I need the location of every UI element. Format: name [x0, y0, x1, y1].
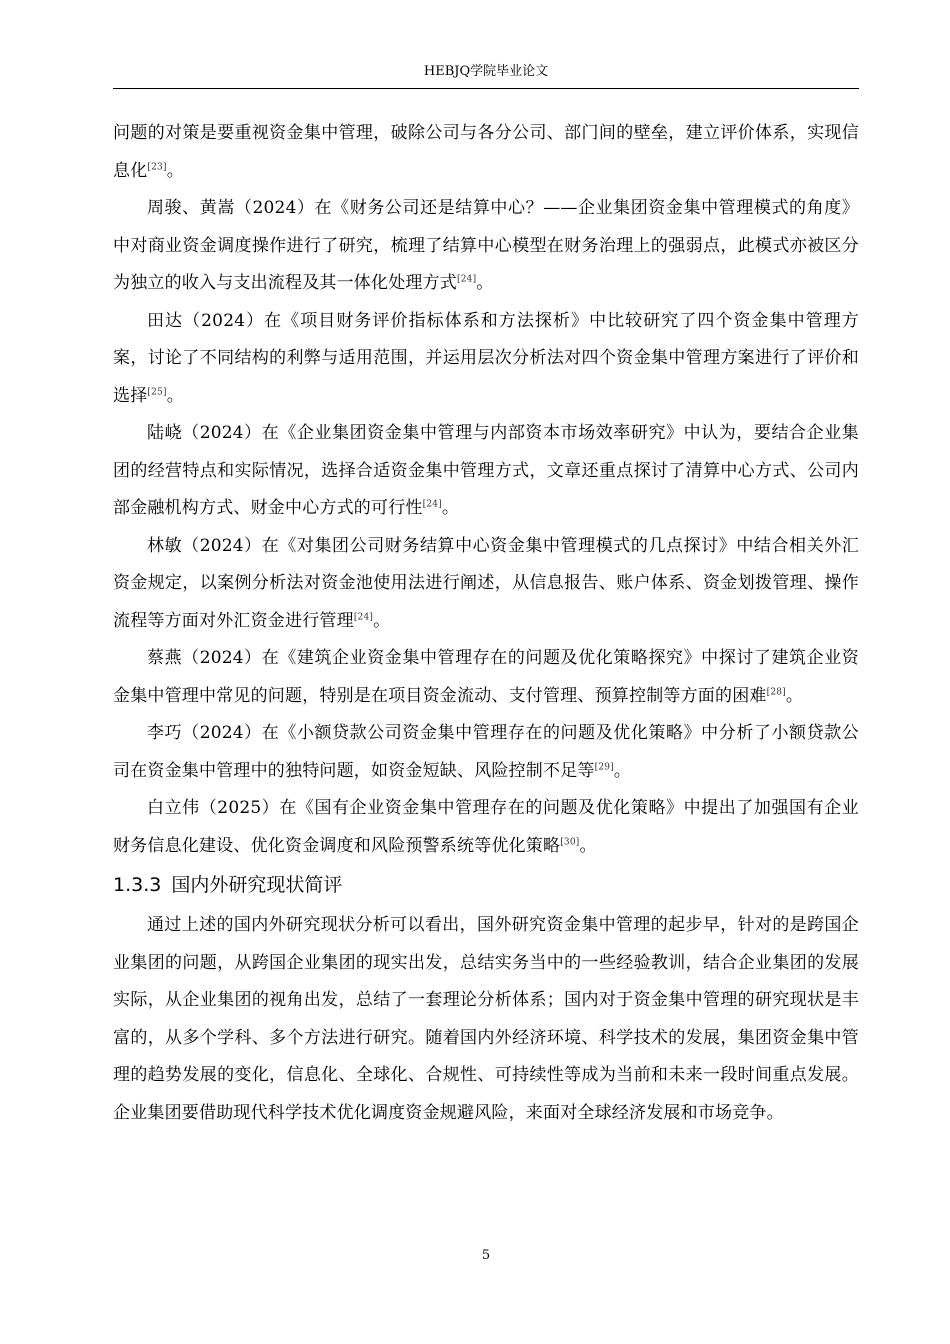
paragraph-text: 白立伟（2025）在《国有企业资金集中管理存在的问题及优化策略》中提出了加强国有企业财务信息化建设、优化资金调度和风险预警系统等优化策略	[113, 798, 859, 856]
paragraph-text: 林敏（2024）在《对集团公司财务结算中心资金集中管理模式的几点探讨》中结合相关外汇资金规定，以案例分析法对资金池使用法进行阐述，从信息报告、账户体系、资金划拨管理、操作流程等方面对外汇资金进行管理	[113, 535, 859, 631]
paragraph-end: 。	[166, 385, 184, 406]
paragraph-li-qiao	[113, 715, 859, 790]
paragraph-zhou-huang	[113, 190, 859, 303]
citation-marker: [30]	[560, 836, 580, 847]
paragraph-lu-yao	[113, 415, 859, 528]
paragraph-tian-da	[113, 303, 859, 416]
paragraph-text: 田达（2024）在《项目财务评价指标体系和方法探析》中比较研究了四个资金集中管理方案，讨论了不同结构的利弊与适用范围，并运用层次分析法对四个资金集中管理方案进行了评价和选择	[113, 310, 859, 406]
paragraph-text: 问题的对策是要重视资金集中管理，破除公司与各分公司、部门间的壁垒，建立评价体系，实现信息化	[113, 123, 859, 181]
paragraph-text: 陆峣（2024）在《企业集团资金集中管理与内部资本市场效率研究》中认为，要结合企业集团的经营特点和实际情况，选择合适资金集中管理方式，文章还重点探讨了清算中心方式、公司内部金融机构方式、财金中心方式的可行性	[113, 423, 859, 518]
page-header: HEBJQ学院毕业论文	[423, 64, 549, 79]
citation-marker: [24]	[457, 274, 477, 285]
section-title: 国内外研究现状简评	[171, 874, 343, 896]
section-heading	[113, 867, 859, 903]
header-divider	[113, 88, 859, 89]
paragraph-text: 周骏、黄嵩（2024）在《财务公司还是结算中心？——企业集团资金集中管理模式的角度》中对商业资金调度操作进行了研究，梳理了结算中心模型在财务治理上的强弱点，此模式亦被区分为独立的收入与支出流程及其一体化处理方式	[113, 198, 859, 293]
citation-marker: [24]	[422, 499, 442, 510]
citation-marker: [29]	[594, 761, 614, 772]
paragraph-end: 。	[476, 273, 494, 293]
paragraph-cai-yan	[113, 640, 859, 715]
paragraph-text: 李巧（2024）在《小额贷款公司资金集中管理存在的问题及优化策略》中分析了小额贷款公司在资金集中管理中的独特问题，如资金短缺、风险控制不足等	[113, 723, 859, 781]
document-body	[113, 115, 859, 1132]
paragraph-end: 。	[579, 835, 597, 856]
paragraph-end: 。	[166, 160, 184, 181]
citation-marker: [23]	[147, 161, 167, 172]
paragraph-end: 。	[441, 498, 460, 518]
paragraph-end: 。	[785, 685, 804, 706]
paragraph-bai-liwei	[113, 790, 859, 865]
paragraph-text: 蔡燕（2024）在《建筑企业资金集中管理存在的问题及优化策略探究》中探讨了建筑企业资金集中管理中常见的问题，特别是在项目资金流动、支付管理、预算控制等方面的困难	[113, 648, 859, 706]
paragraph-continuation	[113, 115, 859, 190]
section-number: 1.3.3	[113, 874, 162, 896]
page-number: 5	[481, 1248, 491, 1263]
citation-marker: [24]	[353, 611, 374, 622]
paragraph-end: 。	[373, 610, 391, 631]
paragraph-end: 。	[613, 760, 632, 781]
citation-marker: [28]	[766, 686, 786, 697]
paragraph-summary: 通过上述的国内外研究现状分析可以看出，国外研究资金集中管理的起步早，针对的是跨国企业集团的问题，从跨国企业集团的现实出发，总结实务当中的一些经验教训，结合企业集团的发展实际，从企业集团的视角出发，总结了一套理论分析体系；国内对于资金集中管理的研究现状是丰富的，从多个学科、多个方法进行研究。随着国内外经济环境、科学技术的发展，集团资金集中管理的趋势发展的变化，信息化、全球化、合规性、可持续性等成为当前和未来一段时间重点发展。企业集团要借助现代科学技术优化调度资金规避风险，来面对全球经济发展和市场竞争。	[113, 915, 859, 1123]
citation-marker: [25]	[147, 386, 167, 397]
paragraph-lin-min	[113, 528, 859, 641]
